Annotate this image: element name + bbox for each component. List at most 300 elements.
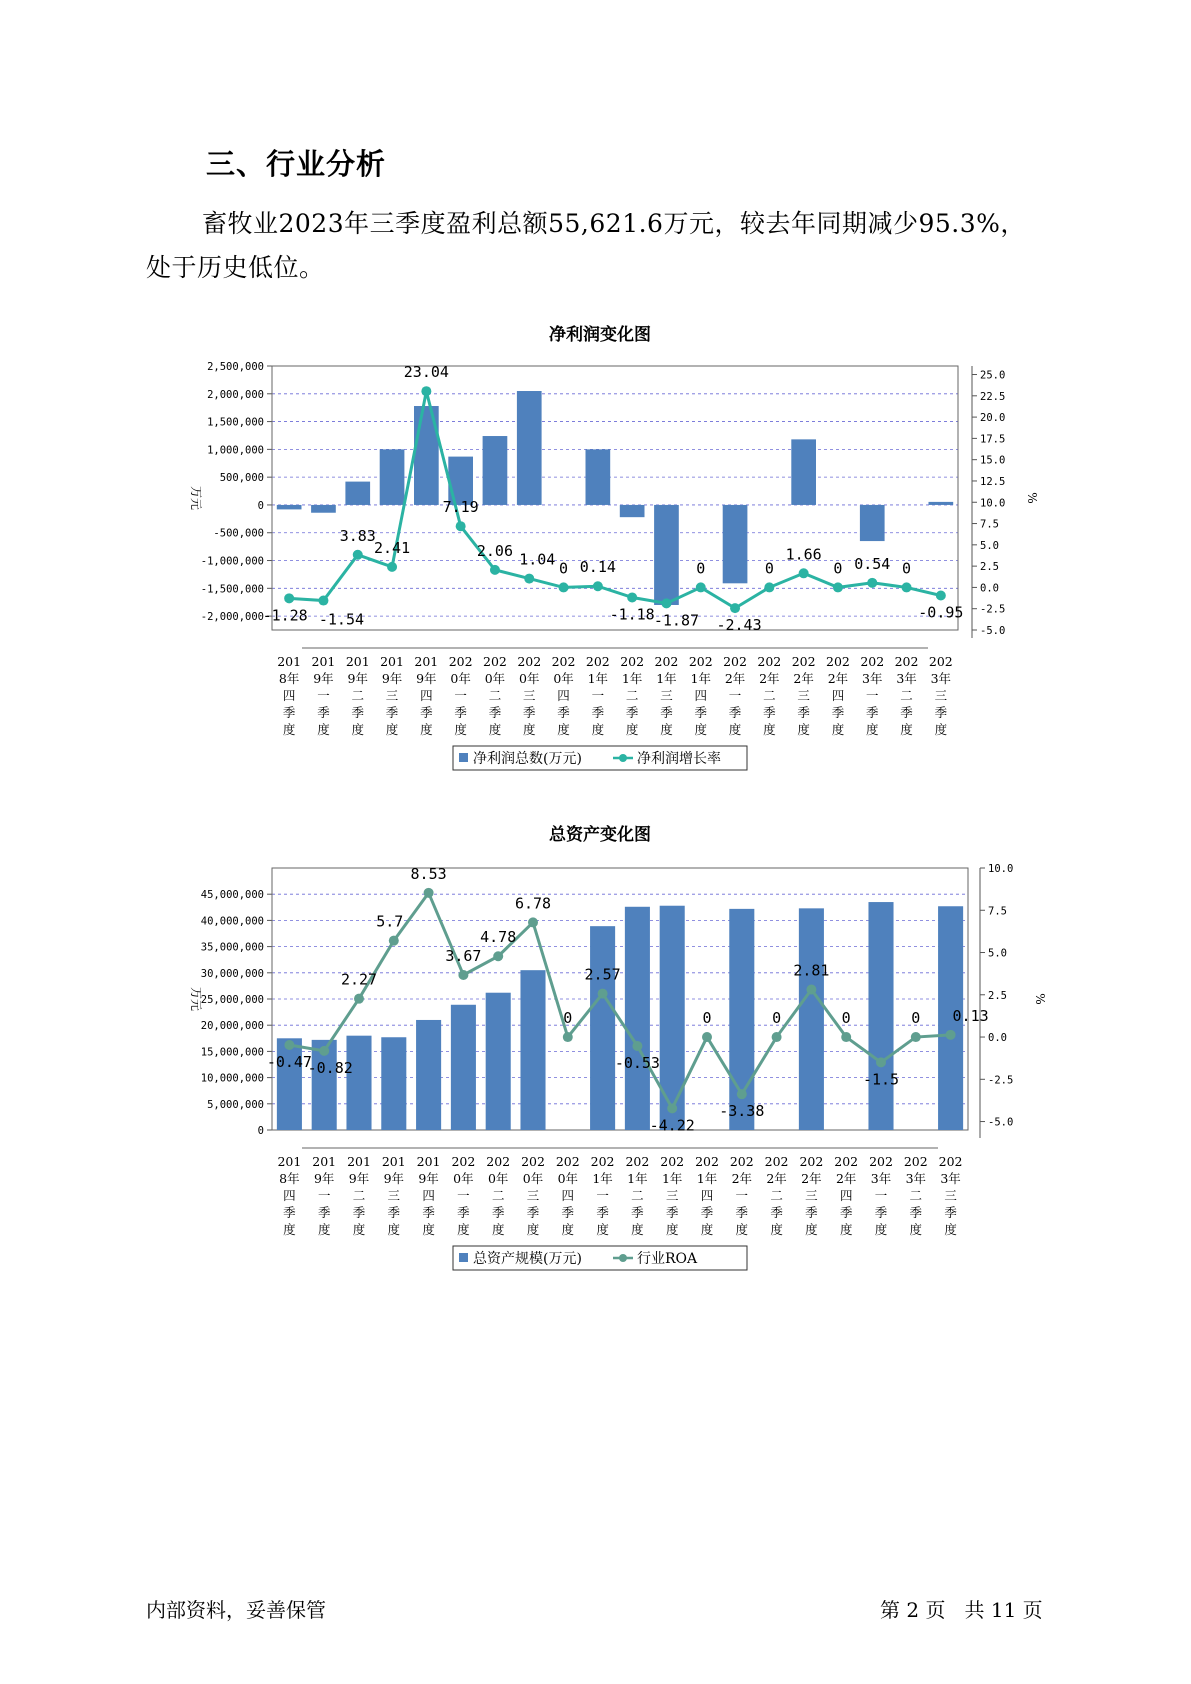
x-tick-label: 1年 — [592, 1171, 613, 1186]
x-tick-label: 8年 — [279, 1171, 300, 1186]
x-tick-label: 季 — [805, 1205, 818, 1220]
x-tick-label: 三 — [934, 688, 948, 703]
x-tick-label: 季 — [770, 1205, 783, 1220]
line-point — [524, 574, 534, 584]
x-tick-label: 度 — [561, 1222, 575, 1237]
x-tick-label: 度 — [557, 722, 570, 737]
x-tick-label: 度 — [591, 722, 605, 737]
data-label: -1.18 — [609, 605, 655, 624]
legend-bar-label: 净利润总数(万元) — [473, 751, 582, 767]
data-label: 4.78 — [480, 928, 517, 947]
data-label: -0.53 — [614, 1053, 660, 1072]
line-point — [593, 581, 603, 591]
x-tick-label: 202 — [660, 1154, 685, 1169]
x-tick-label: 季 — [728, 705, 742, 720]
data-label: 0 — [563, 1009, 573, 1028]
y-tick-label: -1,500,000 — [200, 583, 264, 596]
bar — [929, 502, 954, 505]
y-tick-label: 30,000,000 — [200, 967, 264, 980]
x-tick-label: 202 — [799, 1154, 824, 1169]
x-tick-label: 201 — [277, 654, 302, 669]
y2-tick-label: 5.0 — [988, 947, 1007, 960]
y2-tick-label: 7.5 — [980, 518, 999, 531]
x-tick-label: 度 — [660, 722, 673, 737]
data-label: 0 — [559, 559, 569, 578]
line-point — [833, 582, 843, 592]
data-label: 0.14 — [579, 558, 616, 577]
x-tick-label: 季 — [625, 705, 639, 720]
x-tick-label: 度 — [874, 1222, 888, 1237]
analysis-paragraph: 畜牧业2023年三季度盈利总额55,621.6万元，较去年同期减少95.3%，处于历史低位。 — [146, 209, 1026, 282]
bar — [311, 505, 336, 513]
y2-tick-label: -2.5 — [988, 1074, 1014, 1087]
x-tick-label: 度 — [865, 722, 879, 737]
x-tick-label: 度 — [317, 1222, 331, 1237]
x-tick-label: 二 — [352, 1188, 366, 1203]
line-point — [284, 593, 294, 603]
x-tick-label: 度 — [596, 1222, 609, 1237]
x-tick-label: 季 — [900, 705, 913, 720]
data-label: -1.5 — [862, 1070, 900, 1089]
y-tick-label: 1,500,000 — [207, 416, 264, 429]
x-tick-label: 四 — [283, 1188, 296, 1203]
bar — [451, 1005, 476, 1130]
y2-tick-label: 15.0 — [980, 454, 1006, 467]
x-tick-label: 9年 — [418, 1171, 439, 1186]
x-tick-label: 二 — [491, 1188, 505, 1203]
x-tick-label: 季 — [420, 705, 433, 720]
data-label: 0 — [911, 1009, 921, 1028]
total-assets-chart — [0, 818, 1191, 1278]
y-tick-label: 15,000,000 — [200, 1046, 264, 1059]
x-tick-label: 201 — [312, 1154, 337, 1169]
x-tick-label: 9年 — [383, 1171, 405, 1186]
x-tick-label: 季 — [488, 705, 502, 720]
line-point — [911, 1032, 921, 1042]
data-label: 0.54 — [854, 554, 891, 573]
x-tick-label: 季 — [283, 1205, 296, 1220]
data-label: 5.7 — [376, 912, 404, 931]
y2-tick-label: -2.5 — [980, 603, 1006, 616]
line-point — [353, 550, 363, 560]
y2-tick-label: 0.0 — [980, 582, 999, 595]
line-point — [456, 521, 466, 531]
bar — [483, 436, 508, 505]
x-tick-label: 季 — [934, 705, 948, 720]
x-tick-label: 1年 — [627, 1171, 648, 1186]
data-label: 0 — [902, 559, 912, 578]
x-tick-label: 3年 — [930, 671, 952, 686]
x-tick-label: 季 — [944, 1205, 957, 1220]
x-tick-label: 季 — [665, 1205, 679, 1220]
data-label: -1.54 — [318, 610, 365, 629]
x-tick-label: 季 — [491, 1205, 505, 1220]
x-tick-label: 1年 — [621, 671, 643, 686]
x-tick-label: 202 — [894, 654, 919, 669]
total-assets-chart-svg — [0, 818, 1191, 1278]
y-tick-label: 20,000,000 — [200, 1020, 264, 1033]
data-label: 0.13 — [952, 1006, 989, 1025]
line-point — [696, 582, 706, 592]
x-tick-label: 一 — [317, 1188, 331, 1203]
x-tick-label: 2年 — [731, 1171, 753, 1186]
x-tick-label: 四 — [839, 1188, 853, 1203]
x-tick-label: 季 — [385, 705, 399, 720]
chart-title: 总资产变化图 — [549, 825, 651, 845]
footer-page-number: 第 2 页 共 11 页 — [880, 1598, 1043, 1622]
line-point — [284, 1040, 294, 1050]
x-tick-label: 0年 — [522, 1171, 544, 1186]
bar — [654, 505, 679, 605]
x-tick-label: 季 — [282, 705, 296, 720]
x-tick-label: 0年 — [487, 1171, 509, 1186]
y-tick-label: -2,000,000 — [200, 611, 264, 624]
x-tick-label: 季 — [763, 705, 776, 720]
x-tick-label: 度 — [944, 1222, 957, 1237]
x-tick-label: 季 — [457, 1205, 470, 1220]
x-tick-label: 201 — [380, 654, 404, 669]
line-point — [627, 592, 637, 602]
data-label: 2.27 — [340, 970, 378, 989]
x-tick-label: 9年 — [381, 671, 403, 686]
x-tick-label: 9年 — [348, 1171, 370, 1186]
line-point — [559, 582, 569, 592]
x-tick-label: 度 — [488, 722, 502, 737]
x-tick-label: 201 — [345, 654, 370, 669]
x-tick-label: 1年 — [587, 671, 609, 686]
line-point — [319, 1046, 329, 1056]
bar — [590, 926, 615, 1130]
data-label: -0.95 — [918, 603, 964, 622]
x-tick-label: 三 — [385, 688, 399, 703]
x-tick-label: 三 — [797, 688, 810, 703]
x-tick-label: 202 — [757, 654, 782, 669]
x-tick-label: 季 — [557, 705, 570, 720]
x-tick-label: 度 — [457, 1222, 470, 1237]
x-tick-label: 一 — [865, 688, 879, 703]
x-tick-label: 201 — [414, 654, 439, 669]
line-point — [528, 917, 538, 927]
y-tick-label: 5,000,000 — [207, 1098, 264, 1111]
x-tick-label: 201 — [381, 1154, 406, 1169]
x-tick-label: 度 — [454, 722, 467, 737]
x-tick-label: 三 — [526, 1188, 540, 1203]
x-tick-label: 0年 — [450, 671, 471, 686]
net-profit-chart — [0, 318, 1191, 778]
bar — [860, 505, 885, 541]
data-label: 8.53 — [410, 864, 447, 883]
x-tick-label: 季 — [317, 705, 330, 720]
x-tick-label: 季 — [839, 1205, 853, 1220]
x-tick-label: 季 — [874, 1205, 888, 1220]
data-label: 2.41 — [373, 538, 411, 557]
bar — [277, 505, 302, 509]
bar — [486, 993, 511, 1130]
line-point — [667, 1103, 677, 1113]
y2-tick-label: 22.5 — [980, 390, 1006, 403]
x-tick-label: 季 — [735, 1205, 749, 1220]
x-tick-label: 度 — [422, 1222, 435, 1237]
x-tick-label: 2年 — [766, 1171, 787, 1186]
bar — [625, 907, 650, 1130]
x-tick-label: 3年 — [896, 671, 917, 686]
y2-tick-label: 2.5 — [980, 561, 999, 574]
y-tick-label: 25,000,000 — [200, 994, 264, 1006]
x-tick-label: 度 — [351, 722, 365, 737]
x-tick-label: 3年 — [940, 1171, 961, 1186]
data-label: 2.81 — [793, 961, 830, 980]
x-tick-label: 季 — [831, 705, 845, 720]
data-label: -1.28 — [262, 606, 308, 625]
x-tick-label: 202 — [590, 1154, 615, 1169]
x-tick-label: 3年 — [905, 1171, 927, 1186]
line-point — [799, 568, 809, 578]
x-tick-label: 度 — [839, 1222, 853, 1237]
chart-title: 净利润变化图 — [549, 325, 651, 345]
x-tick-label: 度 — [522, 722, 536, 737]
x-tick-label: 201 — [347, 1154, 371, 1169]
y2-tick-label: 0.0 — [988, 1032, 1007, 1045]
x-tick-label: 201 — [311, 654, 336, 669]
y-axis-label: 万元 — [189, 986, 203, 1012]
bar — [346, 1036, 371, 1130]
line-point — [841, 1032, 851, 1042]
x-tick-label: 度 — [900, 722, 913, 737]
line-point — [318, 596, 328, 606]
y-tick-label: -1,000,000 — [200, 555, 264, 568]
x-tick-label: 0年 — [553, 671, 574, 686]
line-point — [772, 1032, 782, 1042]
line-point — [598, 989, 608, 999]
x-tick-label: 季 — [522, 705, 536, 720]
x-tick-label: 度 — [283, 1222, 296, 1237]
x-tick-label: 三 — [944, 1188, 957, 1203]
x-tick-label: 9年 — [347, 671, 368, 686]
y2-tick-label: 20.0 — [980, 412, 1006, 425]
x-tick-label: 季 — [526, 1205, 540, 1220]
x-tick-label: 202 — [483, 654, 507, 669]
y2-tick-label: 7.5 — [988, 905, 1007, 918]
x-tick-label: 四 — [700, 1188, 714, 1203]
x-tick-label: 202 — [551, 654, 576, 669]
line-point — [563, 1032, 573, 1042]
x-tick-label: 3年 — [862, 671, 883, 686]
line-point — [389, 936, 399, 946]
legend-line-marker — [619, 1254, 627, 1262]
x-tick-label: 3年 — [870, 1171, 892, 1186]
x-tick-label: 2年 — [724, 671, 746, 686]
y-tick-label: 0 — [257, 1125, 264, 1137]
x-tick-label: 四 — [831, 688, 845, 703]
x-tick-label: 度 — [770, 1222, 783, 1237]
y-tick-label: 1,000,000 — [207, 444, 264, 457]
data-label: 1.66 — [785, 545, 822, 564]
x-tick-label: 202 — [928, 654, 953, 669]
x-tick-label: 202 — [451, 1154, 476, 1169]
x-tick-label: 202 — [585, 654, 610, 669]
data-label: 7.19 — [442, 498, 479, 517]
x-tick-label: 202 — [729, 1154, 754, 1169]
x-tick-label: 一 — [457, 1188, 470, 1203]
x-tick-label: 度 — [797, 722, 810, 737]
x-tick-label: 2年 — [793, 671, 814, 686]
line-point — [936, 591, 946, 601]
line-point — [730, 603, 740, 613]
data-label: -1.87 — [653, 611, 700, 630]
x-tick-label: 二 — [900, 688, 913, 703]
x-tick-label: 202 — [486, 1154, 511, 1169]
bar — [345, 482, 370, 505]
x-tick-label: 度 — [728, 722, 742, 737]
line-point — [632, 1041, 642, 1051]
y2-tick-label: -5.0 — [988, 1116, 1014, 1129]
x-tick-label: 202 — [688, 654, 713, 669]
x-tick-label: 季 — [596, 1205, 609, 1220]
x-tick-label: 0年 — [453, 1171, 474, 1186]
x-tick-label: 一 — [728, 688, 742, 703]
x-tick-label: 一 — [317, 688, 330, 703]
line-point — [387, 562, 397, 572]
data-label: -4.22 — [649, 1116, 695, 1135]
x-tick-label: 二 — [770, 1188, 783, 1203]
x-tick-label: 二 — [625, 688, 639, 703]
x-tick-label: 202 — [448, 654, 473, 669]
line-point — [421, 386, 431, 396]
bar — [517, 391, 542, 505]
x-tick-label: 三 — [805, 1188, 818, 1203]
y2-tick-label: 10.0 — [980, 497, 1006, 510]
x-tick-label: 0年 — [519, 671, 540, 686]
x-tick-label: 202 — [654, 654, 679, 669]
x-tick-label: 1年 — [690, 671, 711, 686]
y-tick-label: 2,000,000 — [207, 388, 264, 401]
x-tick-label: 9年 — [416, 671, 437, 686]
y-tick-label: -500,000 — [213, 527, 264, 540]
footer-confidential-note: 内部资料，妥善保管 — [146, 1598, 326, 1622]
x-tick-label: 202 — [517, 654, 542, 669]
legend-bar-swatch — [459, 753, 468, 762]
data-label: 23.04 — [403, 363, 449, 382]
x-tick-label: 三 — [522, 688, 536, 703]
line-point — [737, 1089, 747, 1099]
y2-tick-label: -5.0 — [980, 625, 1006, 637]
x-tick-label: 度 — [763, 722, 776, 737]
bar — [380, 449, 405, 505]
bar — [723, 505, 748, 583]
y2-axis-label: % — [1033, 993, 1047, 1005]
x-tick-label: 度 — [385, 722, 399, 737]
data-label: 0 — [833, 559, 843, 578]
x-tick-label: 度 — [387, 1222, 401, 1237]
x-tick-label: 度 — [631, 1222, 644, 1237]
y-tick-label: 10,000,000 — [200, 1072, 264, 1085]
x-tick-label: 202 — [764, 1154, 789, 1169]
legend-bar-swatch — [459, 1253, 468, 1262]
x-tick-label: 季 — [317, 1205, 331, 1220]
line-point — [490, 565, 500, 575]
x-tick-label: 202 — [903, 1154, 928, 1169]
x-tick-label: 一 — [454, 688, 467, 703]
data-label: 0 — [764, 559, 774, 578]
y2-tick-label: 5.0 — [980, 539, 999, 552]
x-tick-label: 四 — [420, 688, 433, 703]
line-point — [661, 598, 671, 608]
bar — [416, 1020, 441, 1130]
bar — [660, 906, 685, 1130]
x-tick-label: 9年 — [313, 1171, 335, 1186]
x-tick-label: 度 — [909, 1222, 923, 1237]
bar — [799, 908, 824, 1130]
x-tick-label: 1年 — [656, 671, 677, 686]
x-tick-label: 度 — [831, 722, 845, 737]
x-tick-label: 度 — [282, 722, 296, 737]
x-tick-label: 度 — [735, 1222, 749, 1237]
y-tick-label: 35,000,000 — [200, 941, 264, 954]
x-tick-label: 季 — [865, 705, 879, 720]
line-point — [806, 985, 816, 995]
x-tick-label: 度 — [526, 1222, 540, 1237]
y2-tick-label: 17.5 — [980, 433, 1006, 446]
x-tick-label: 季 — [694, 705, 708, 720]
x-tick-label: 二 — [631, 1188, 644, 1203]
data-label: 3.67 — [445, 946, 482, 965]
x-tick-label: 202 — [620, 654, 645, 669]
bar — [586, 449, 611, 505]
x-tick-label: 2年 — [835, 1171, 857, 1186]
data-label: 2.06 — [476, 541, 514, 560]
line-point — [458, 970, 468, 980]
x-tick-label: 度 — [491, 1222, 505, 1237]
x-tick-label: 度 — [420, 722, 433, 737]
x-tick-label: 季 — [909, 1205, 923, 1220]
x-tick-label: 202 — [860, 654, 885, 669]
x-tick-label: 二 — [909, 1188, 923, 1203]
x-tick-label: 8年 — [278, 671, 300, 686]
x-tick-label: 0年 — [484, 671, 506, 686]
data-label: -0.82 — [307, 1058, 353, 1077]
y2-axis-label: % — [1025, 492, 1039, 504]
x-tick-label: 度 — [625, 722, 639, 737]
x-tick-label: 202 — [695, 1154, 719, 1169]
x-tick-label: 202 — [521, 1154, 545, 1169]
data-label: -0.47 — [266, 1052, 312, 1071]
y-tick-label: 45,000,000 — [200, 889, 264, 902]
x-tick-label: 一 — [735, 1188, 749, 1203]
legend-line-marker — [619, 754, 627, 762]
x-tick-label: 一 — [874, 1188, 888, 1203]
x-tick-label: 度 — [700, 1222, 714, 1237]
x-tick-label: 度 — [352, 1222, 366, 1237]
data-label: 0 — [702, 1009, 712, 1028]
data-label: -3.38 — [719, 1102, 765, 1121]
line-point — [702, 1032, 712, 1042]
x-tick-label: 202 — [723, 654, 747, 669]
x-tick-label: 四 — [282, 688, 296, 703]
x-tick-label: 一 — [596, 1188, 609, 1203]
x-tick-label: 度 — [694, 722, 708, 737]
x-tick-label: 2年 — [759, 671, 780, 686]
x-tick-label: 1年 — [661, 1171, 683, 1186]
x-tick-label: 2年 — [827, 671, 849, 686]
y2-tick-label: 10.0 — [988, 863, 1014, 875]
y-axis-label: 万元 — [189, 485, 203, 511]
y-tick-label: 500,000 — [219, 472, 264, 485]
y2-tick-label: 12.5 — [980, 475, 1006, 488]
line-point — [764, 582, 774, 592]
x-tick-label: 0年 — [557, 1171, 579, 1186]
data-label: 0 — [772, 1009, 782, 1028]
x-tick-label: 四 — [694, 688, 708, 703]
